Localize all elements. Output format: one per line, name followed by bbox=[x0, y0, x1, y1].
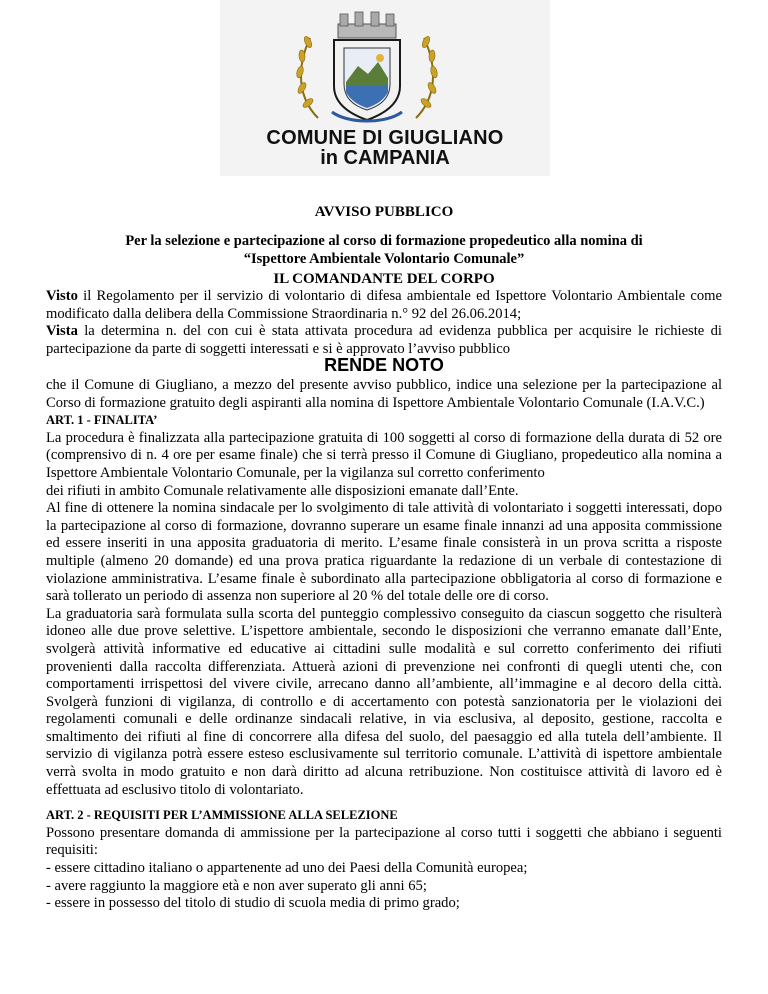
document-title: AVVISO PUBBLICO bbox=[314, 204, 454, 220]
art1-title: ART. 1 - FINALITA’ bbox=[46, 413, 158, 428]
visto-text: il Regolamento per il servizio di volontario di difesa ambientale ed Ispettore Volontario Ambientale come modificato dalla delibera della Commissione Straordinaria n.° 92 del 26.06.2014; bbox=[46, 288, 722, 322]
subtitle-line-1: Per la selezione e partecipazione al corso di formazione propedeutico alla nomina di bbox=[125, 233, 643, 249]
main-body bbox=[46, 377, 722, 913]
commander-heading: IL COMANDANTE DEL CORPO bbox=[273, 271, 495, 287]
requirement-item: - avere raggiunto la maggiore età e non aver superato gli anni 65; bbox=[46, 877, 427, 894]
art2-paragraph-1: Possono presentare domanda di ammissione per la partecipazione al corso tutti i soggetti che abbiano i seguenti requisiti: bbox=[46, 824, 722, 859]
vista-paragraph bbox=[46, 323, 722, 358]
vista-label: Vista bbox=[46, 323, 78, 340]
art1-paragraph-4: La graduatoria sarà formulata sulla scorta del punteggio complessivo conseguito da ciascun soggetto che risulterà idoneo alle due prove selettive. L’ispettore ambientale, secondo le disposizioni che verranno emanate dall’Ente, svolgerà attività informative ed educative ai cittadini sulle modalità e sul corretto conferimento dei rifiuti provenienti dalla raccolta differenziata. Attuerà azioni di prevenzione nei confronti di quegli utenti che, con comportamenti irrispettosi del vivere civile, arrecano danno all’ambiente, all’immagine e al decoro della città. Svolgerà funzioni di vigilanza, di controllo e di accertamento con potestà sanzionatoria per le violazioni dei regolamenti comunali e delle ordinanze sindacali relative, in via esclusiva, al deposito, gestione, raccolta e smaltimento dei rifiuti al fine di concorrere alla difesa del suolo, del paesaggio ed alla tutela dell’ambiente. Il servizio di vigilanza potrà essere esteso esclusivamente sul territorio comunale. L’attività di ispettore ambientale verrà svolta in modo gratuito e non darà diritto ad alcuna retribuzione. Non costituisce attività di lavoro ed è effettuata ad esclusivo titolo di volontariato. bbox=[46, 605, 722, 798]
vista-text: la determina n. del con cui è stata attivata procedura ad evidenza pubblica per acquisire le richieste di partecipazione da parte di soggetti interessati e si è approvato l’avviso pubblico bbox=[46, 323, 722, 357]
brand-line-1: COMUNE DI GIUGLIANO bbox=[266, 127, 504, 149]
document-subtitle bbox=[80, 232, 688, 268]
municipality-brand bbox=[220, 128, 550, 168]
requirement-item: - essere cittadino italiano o appartenente ad uno dei Paesi della Comunità europea; bbox=[46, 860, 528, 877]
premises-block bbox=[46, 288, 722, 358]
visto-paragraph bbox=[46, 288, 722, 323]
art1-paragraph-2: dei rifiuti in ambito Comunale relativamente alle disposizioni emanate dall’Ente. bbox=[46, 482, 519, 499]
municipal-crest-logo bbox=[288, 8, 446, 128]
visto-label: Visto bbox=[46, 288, 78, 304]
art1-paragraph-3: Al fine di ottenere la nomina sindacale per lo svolgimento di tale attività di volontariato i soggetti interessati, dopo la partecipazione al corso di formazione, dovranno superare un esame finale innanzi ad una apposita commissione ed essere inseriti in una apposita graduatoria di merito. L’esame finale consisterà in un prova scritta a risposte multiple (almeno 20 domande) ed una prova pratica riguardante la redazione di un verbale di contestazione di violazione amministrativa. L’esame finale è subordinato alla partecipazione obbligatoria al corso di formazione e sarà tollerato un periodo di assenza non superiore al 20 % del totale delle ore di corso. bbox=[46, 500, 722, 605]
intro-paragraph: che il Comune di Giugliano, a mezzo del presente avviso pubblico, indice una selezione per la partecipazione al Corso di formazione gratuito degli aspiranti alla nomina di Ispettore Ambientale Volontario Comunale (I.A.V.C.) bbox=[46, 377, 722, 411]
rende-noto-heading: RENDE NOTO bbox=[324, 355, 444, 375]
brand-line-2: in CAMPANIA bbox=[320, 147, 450, 169]
subtitle-line-2: “Ispettore Ambientale Volontario Comunale” bbox=[243, 251, 525, 267]
art1-paragraph-1: La procedura è finalizzata alla partecipazione gratuita di 100 soggetti al corso di formazione della durata di 52 ore (comprensivo di n. 4 ore per esame finale) che si terrà presso il Comune di Giugliano, propedeutico alla nomina a Ispettore Ambientale Volontario Comunale, per la vigilanza sul corretto conferimento bbox=[46, 429, 722, 481]
requirement-item: - essere in possesso del titolo di studio di scuola media di primo grado; bbox=[46, 895, 460, 912]
art2-title: ART. 2 - REQUISITI PER L’AMMISSIONE ALLA SELEZIONE bbox=[46, 808, 398, 823]
